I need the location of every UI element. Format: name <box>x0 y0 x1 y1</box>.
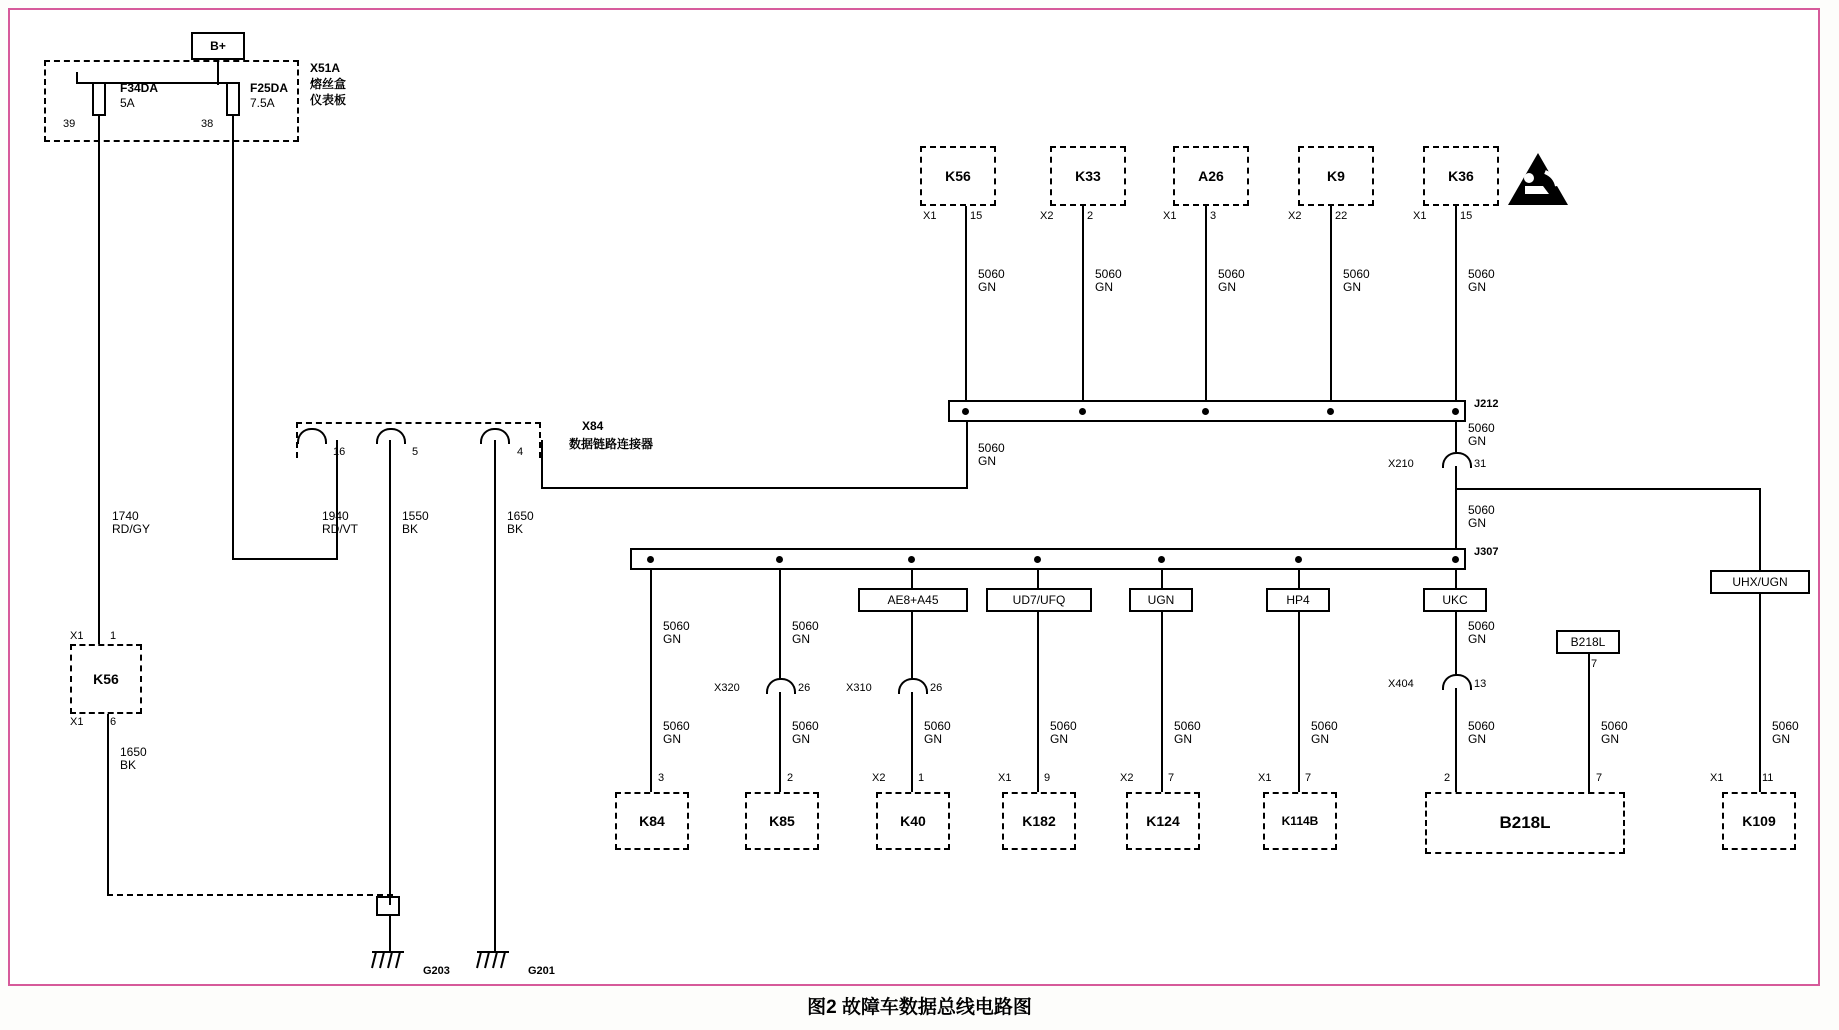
fuse-f34da-name: F34DA <box>120 81 159 95</box>
module-k36[interactable]: K36 <box>1423 146 1499 206</box>
wire-j212-to-x210 <box>1455 422 1457 452</box>
wire-1940-horizontal <box>232 558 336 560</box>
fuse-f25da <box>226 82 240 116</box>
k40-pin: 1 <box>918 772 925 784</box>
wire-k124-lower <box>1161 612 1163 794</box>
k182-pin: 9 <box>1044 772 1051 784</box>
option-tag-hp4: HP4 <box>1266 588 1330 612</box>
wire-b218l-to-tag <box>1455 570 1457 590</box>
module-k124[interactable]: K124 <box>1126 792 1200 850</box>
k109-conn: X1 <box>1710 772 1724 784</box>
x404-label: X404 <box>1388 678 1414 690</box>
splice-bus-j307 <box>630 548 1466 570</box>
fuse-f25da-pin: 38 <box>201 118 214 130</box>
module-k114b[interactable]: K114B <box>1263 792 1337 850</box>
module-k84[interactable]: K84 <box>615 792 689 850</box>
k9-conn: X2 <box>1288 210 1302 222</box>
x310-arc <box>898 678 928 694</box>
wire-bus-down-riser <box>966 420 968 489</box>
x404-pin: 13 <box>1474 678 1487 690</box>
k85-pin: 2 <box>787 772 794 784</box>
k56-left-conn-top: X1 <box>70 630 84 642</box>
diagram-canvas: B+ X51A 熔丝盒 仪表板 F34DA 5A 39 F25DA 7.5A 38 1740 RD/GY 1940 RD/VT 16 5 4 X84 数据链路连接器 1550 BK 1650 BK 5060 GN K56 X1 1 X1 6 1650 BK G203 G201 K56 X1 15 5060 GN K33 X2 2 5060 GN A26 X1 3 5060 GN K9 X2 22 5060 GN K36 X1 15 5060 GN J212 5060 GN X210 31 5060 GN J307 5060 GN 5060 GN 3 K84 5060 GN X320 26 5060 GN 2 K85 AE8+A45 X310 26 5060 GN X2 1 K40 UD7/UFQ 5060 GN X1 9 K182 UGN 5060 GN X2 7 K124 HP4 5060 GN X1 7 K114B UKC 5060 GN X404 13 5060 GN 2 B218L B218L 7 5060 GN 7 UHX/UGN 5060 GN X1 11 K109 <box>10 10 1818 984</box>
fuse-f25da-rating: 7.5A <box>250 96 275 110</box>
wire-k114b-lower <box>1298 612 1300 794</box>
module-a26[interactable]: A26 <box>1173 146 1249 206</box>
j307-node-7 <box>1452 556 1459 563</box>
module-k109[interactable]: K109 <box>1722 792 1796 850</box>
k36-pin: 15 <box>1460 210 1473 222</box>
module-k9[interactable]: K9 <box>1298 146 1374 206</box>
j212-node-1 <box>962 408 969 415</box>
k36-conn: X1 <box>1413 210 1427 222</box>
dlc-pin-4: 4 <box>517 446 524 458</box>
k114b-pin: 7 <box>1305 772 1312 784</box>
fuse-f25da-name: F25DA <box>250 81 289 95</box>
wire-k56-top-drop <box>965 206 967 406</box>
j212-node-5 <box>1452 408 1459 415</box>
wire-k85-upper <box>779 570 781 680</box>
dlc-label: X84 <box>582 419 604 433</box>
wire-k40-to-tag <box>911 570 913 590</box>
wire-k36-drop <box>1455 206 1457 406</box>
wire-1740-vertical <box>98 116 100 644</box>
k56-left-conn-bot: X1 <box>70 716 84 728</box>
option-tag-ugn: UGN <box>1129 588 1193 612</box>
k109-pin: 11 <box>1762 772 1774 784</box>
b218l-pin: 2 <box>1444 772 1451 784</box>
option-tag-ukc: UKC <box>1423 588 1487 612</box>
a26-pin: 3 <box>1210 210 1217 222</box>
fuse-f34da-pin: 39 <box>63 118 76 130</box>
fusebox-line3: 仪表板 <box>310 93 347 107</box>
k114b-conn: X1 <box>1258 772 1272 784</box>
module-k182[interactable]: K182 <box>1002 792 1076 850</box>
fuse-f34da <box>92 82 106 116</box>
wire-x210-right-branch <box>1455 488 1761 490</box>
x404-arc <box>1442 674 1472 690</box>
k9-pin: 22 <box>1335 210 1348 222</box>
b-plus-terminal: B+ <box>191 32 245 60</box>
x320-arc <box>766 678 796 694</box>
module-k56-left[interactable]: K56 <box>70 644 142 714</box>
dlc-pin-16: 16 <box>333 446 346 458</box>
x210-label: X210 <box>1388 458 1414 470</box>
j212-node-2 <box>1079 408 1086 415</box>
g203-drop <box>389 916 391 952</box>
x310-label: X310 <box>846 682 872 694</box>
module-b218l[interactable]: B218L <box>1425 792 1625 854</box>
airbag-warning-icon <box>1505 150 1571 210</box>
k84-pin: 3 <box>658 772 665 784</box>
x310-pin: 26 <box>930 682 943 694</box>
wire-right-branch-drop <box>1759 488 1761 570</box>
j307-node-2 <box>776 556 783 563</box>
k124-pin: 7 <box>1168 772 1175 784</box>
wire-b218l-lower <box>1455 688 1457 794</box>
fusebox-label: X51A <box>310 61 341 75</box>
k56-left-pin-bot: 6 <box>110 716 117 728</box>
module-k33[interactable]: K33 <box>1050 146 1126 206</box>
wire-k9-drop <box>1330 206 1332 406</box>
x320-pin: 26 <box>798 682 811 694</box>
wire-k85-lower <box>779 692 781 794</box>
j307-node-6 <box>1295 556 1302 563</box>
b218l-tag-pin: 7 <box>1591 658 1598 670</box>
fuse-f34da-rating: 5A <box>120 96 135 110</box>
dlc-pin-5: 5 <box>412 446 419 458</box>
ground-harness-run <box>107 894 393 896</box>
wire-k84-drop <box>650 570 652 794</box>
wire-k182-to-tag <box>1037 570 1039 590</box>
k33-pin: 2 <box>1087 210 1094 222</box>
x210-pin: 31 <box>1474 458 1487 470</box>
dlc-desc: 数据链路连接器 <box>569 437 654 451</box>
wire-k124-to-tag <box>1161 570 1163 590</box>
wire-k114b-to-tag <box>1298 570 1300 590</box>
wire-k33-drop <box>1082 206 1084 406</box>
x210-arc <box>1442 452 1472 468</box>
module-k40[interactable]: K40 <box>876 792 950 850</box>
a26-conn: X1 <box>1163 210 1177 222</box>
j307-node-3 <box>908 556 915 563</box>
k56-top-conn: X1 <box>923 210 937 222</box>
j307-label: J307 <box>1474 546 1499 558</box>
wire-k109-drop <box>1759 594 1761 794</box>
j212-node-3 <box>1202 408 1209 415</box>
ground-symbol-g201 <box>475 948 515 976</box>
figure-caption: 图2 故障车数据总线电路图 <box>807 997 1032 1018</box>
wire-1650b-vertical <box>494 440 496 930</box>
wire-k40-mid <box>911 612 913 680</box>
fusebox-bus-end <box>76 72 78 84</box>
wire-k182-lower <box>1037 612 1039 794</box>
option-tag-ae8-a45: AE8+A45 <box>858 588 968 612</box>
wire-b218l-mid <box>1455 612 1457 676</box>
ground-label-g201: G201 <box>528 965 555 977</box>
wire-x210-to-j307 <box>1455 466 1457 548</box>
option-tag-ud7-ufq: UD7/UFQ <box>986 588 1092 612</box>
wire-1550-vertical <box>389 440 391 905</box>
b218l-right-pin: 7 <box>1596 772 1603 784</box>
option-tag-b218l: B218L <box>1556 630 1620 654</box>
j307-node-4 <box>1034 556 1041 563</box>
ground-label-g203: G203 <box>423 965 450 977</box>
module-k56-top[interactable]: K56 <box>920 146 996 206</box>
j307-node-1 <box>647 556 654 563</box>
j212-label: J212 <box>1474 398 1499 410</box>
module-k85[interactable]: K85 <box>745 792 819 850</box>
wire-x84-right-riser <box>541 440 543 489</box>
wire-k40-lower <box>911 692 913 794</box>
wire-a26-drop <box>1205 206 1207 406</box>
wire-1650a-vertical <box>107 714 109 896</box>
ground-junction-box <box>376 896 400 916</box>
option-tag-uhx-ugn: UHX/UGN <box>1710 570 1810 594</box>
k56-top-pin: 15 <box>970 210 983 222</box>
k56-left-pin-top: 1 <box>110 630 117 642</box>
ground-symbol-g203 <box>370 948 410 976</box>
k33-conn: X2 <box>1040 210 1054 222</box>
diagram-frame <box>8 8 1820 986</box>
wire-x84-to-bus <box>541 487 968 489</box>
j307-node-5 <box>1158 556 1165 563</box>
k40-conn: X2 <box>872 772 886 784</box>
fusebox-line2: 熔丝盒 <box>310 77 347 91</box>
k182-conn: X1 <box>998 772 1012 784</box>
wire-b218l-tag-drop <box>1588 654 1590 794</box>
k124-conn: X2 <box>1120 772 1134 784</box>
wire-1940-vertical <box>232 116 234 558</box>
x320-label: X320 <box>714 682 740 694</box>
j212-node-4 <box>1327 408 1334 415</box>
